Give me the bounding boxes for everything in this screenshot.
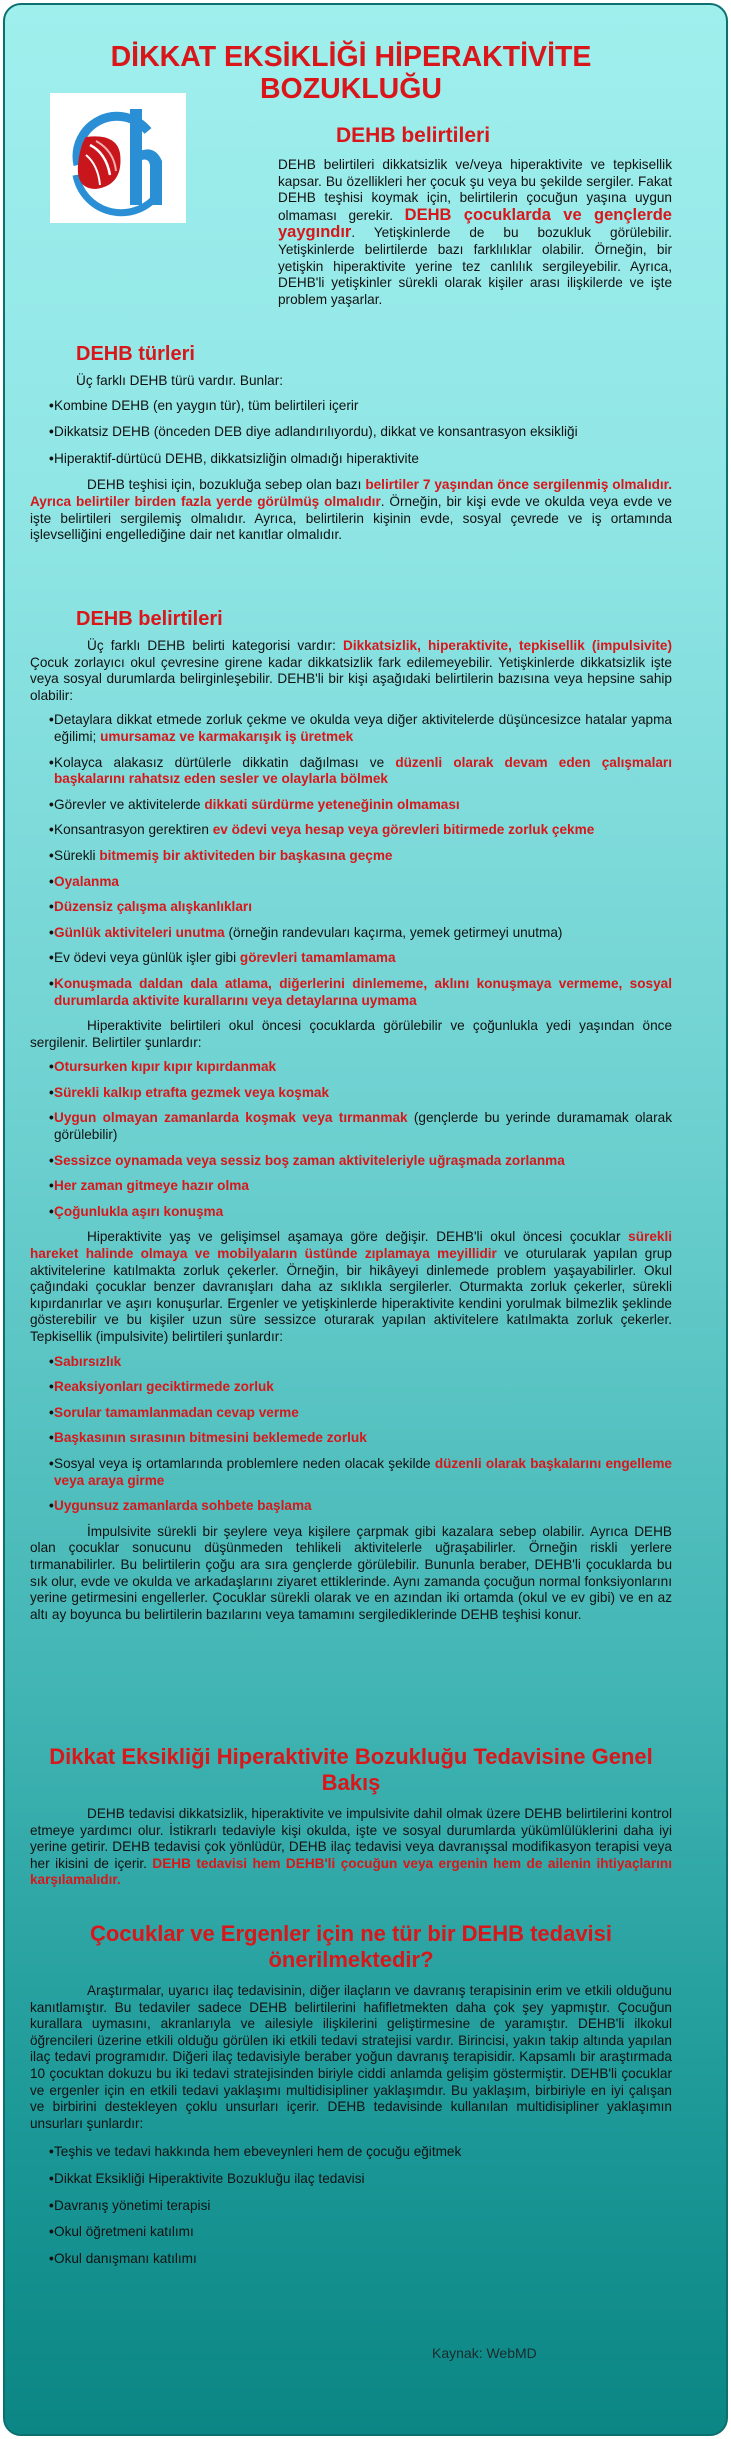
list-item: • Uygunsuz zamanlarda sohbete başlama bbox=[30, 1498, 672, 1515]
list-item: • Düzensiz çalışma alışkanlıkları bbox=[30, 899, 672, 916]
source-credit: Kaynak: WebMD bbox=[432, 2345, 537, 2361]
list-item: • Reaksiyonları geciktirmede zorluk bbox=[30, 1379, 672, 1396]
section-heading: DEHB belirtileri bbox=[76, 608, 223, 630]
list-item: • Okul danışmanı katılımı bbox=[30, 2251, 672, 2268]
section-heading: DEHB belirtileri bbox=[336, 124, 491, 147]
list-item: • Çoğunlukla aşırı konuşma bbox=[30, 1204, 672, 1221]
list-item: • Sorular tamamlanmadan cevap verme bbox=[30, 1405, 672, 1422]
list-item: • Sessizce oynamada veya sessiz boş zaman aktiviteleriyle uğraşmada zorlanma bbox=[30, 1153, 672, 1170]
list-item: • Teşhis ve tedavi hakkında hem ebeveynleri hem de çocuğu eğitmek bbox=[30, 2144, 672, 2161]
paragraph: DEHB belirtileri dikkatsizlik ve/veya hiperaktivite ve tepkisellik kapsar. Bu özellikleri her çocuk şu veya bu şekilde sergiler. Fakat DEHB teşhisi koymak için, belirtilerin çocuğun yaşına uygun olmaması gerekir. DEHB çocuklarda ve gençlerde yaygındır. Yetişkinlerde de bu bozukluk görülebilir. Yetişkinlerde belirtilerde bazı farklılıklar olabilir. Örneğin, bir yetişkin hiperaktivite yerine tez canlılık sergileyebilir. Ayrıca, DEHB'li yetişkinler sürekli olarak kişiler arası ilişkilerde ve işte problem yaşarlar. bbox=[278, 157, 672, 307]
paragraph: Hiperaktivite yaş ve gelişimsel aşamaya göre değişir. DEHB'li okul öncesi çocuklar sürekli hareket halinde olmaya ve mobilyaların üstünde zıplamaya meyillidir ve oturularak yapılan grup aktivitelerine katılmakta zorluk çekerler. Örneğin, bir hikâyeyi dinlemede problem yaşayabilirler. Okul çağındaki çocuklar benzer davranışları daha az sıklıkla sergilerler. Oturmakta zorluk çekerler, sürekli kıpırdanırlar ve aşırı konuşurlar. Ergenler ve yetişkinlerde hiperaktivite kendini yorulmak bilmezlik şeklinde gösterebilir ve bu kişiler uzun süre sessizce oturarak yapılan aktivitelere katılmakta zorluk çekerler. Tepkisellik (impulsivite) belirtileri şunlardır: bbox=[30, 1229, 672, 1344]
list-item: • Hiperaktif-dürtücü DEHB, dikkatsizliğin olmadığı hiperaktivite bbox=[30, 451, 672, 468]
page-title: DİKKAT EKSİKLİĞİ HİPERAKTİVİTE BOZUKLUĞU bbox=[110, 41, 592, 105]
list-item: • Kolayca alakasız dürtülerle dikkatin dağılması ve düzenli olarak devam eden çalışmaları başkalarını rahatsız eden sesler ve olaylarla bölmek bbox=[30, 755, 672, 788]
section-heading: Çocuklar ve Ergenler için ne tür bir DEHB tedavisi önerilmektedir? bbox=[89, 1921, 613, 1972]
inattention-list bbox=[30, 712, 672, 1009]
page-panel bbox=[3, 3, 728, 2436]
list-item: • Detaylara dikkat etmede zorluk çekme ve okulda veya diğer aktivitelerde düşüncesizce hatalar yapma eğilimi; umursamaz ve karmakarışık iş üretmek bbox=[30, 712, 672, 745]
list-item: • Oyalanma bbox=[30, 874, 672, 891]
list-item: • Her zaman gitmeye hazır olma bbox=[30, 1178, 672, 1195]
paragraph: Hiperaktivite belirtileri okul öncesi çocuklarda görülebilir ve çoğunlukla yedi yaşından önce sergilenir. Belirtiler şunlardır: bbox=[30, 1018, 672, 1050]
list-item: • Otursurken kıpır kıpır kıpırdanmak bbox=[30, 1059, 672, 1076]
section-heading: Dikkat Eksikliği Hiperaktivite Bozukluğu Tedavisine Genel Bakış bbox=[49, 1744, 653, 1795]
section-tedavi-genel bbox=[30, 1744, 672, 1889]
paragraph: Üç farklı DEHB türü vardır. Bunlar: bbox=[76, 373, 283, 388]
list-item: • Dikkatsiz DEHB (önceden DEB diye adlandırılıyordu), dikkat ve konsantrasyon eksikliği bbox=[30, 424, 672, 441]
section-heading: DEHB türleri bbox=[76, 343, 195, 365]
list-item: • Konuşmada daldan dala atlama, diğerlerini dinlememe, aklını konuşmaya vermeme, sosyal durumlarda aktivite kurallarını veya detaylarına uymama bbox=[30, 976, 672, 1009]
list-item: • Sabırsızlık bbox=[30, 1354, 672, 1371]
list-item: • Uygun olmayan zamanlarda koşmak veya tırmanmak (gençlerde bu yerinde duramamak olarak görülebilir) bbox=[30, 1110, 672, 1143]
list-item: • Sosyal veya iş ortamlarında problemlere neden olacak şekilde düzenli olarak başkalarını engelleme veya araya girme bbox=[30, 1456, 672, 1489]
section-turler bbox=[30, 341, 672, 544]
list-item: • Okul öğretmeni katılımı bbox=[30, 2224, 672, 2241]
section-belirti-kategorileri bbox=[30, 606, 672, 1623]
impulsivity-list bbox=[30, 1354, 672, 1515]
section-belirtiler bbox=[30, 123, 672, 308]
paragraph: DEHB teşhisi için, bozukluğa sebep olan bazı belirtiler 7 yaşından önce sergilenmiş olmalıdır. Ayrıca belirtiler birden fazla yerde görülmüş olmalıdır. Örneğin, bir kişi evde ve okulda veya evde ve işte belirtileri sergilemiş olmalıdır. Ayrıca, belirtilerin kişinin evde, sosyal çevrede ve iş ortamında işlevselliğini engellediğine dair net kanıtlar olmalıdır. bbox=[30, 477, 672, 543]
list-item: • Sürekli bitmemiş bir aktiviteden bir başkasına geçme bbox=[30, 848, 672, 865]
type-list bbox=[30, 398, 672, 468]
list-item: • Konsantrasyon gerektiren ev ödevi veya hesap veya görevleri bitirmede zorluk çekme bbox=[30, 822, 672, 839]
list-item: • Sürekli kalkıp etrafta gezmek veya koşmak bbox=[30, 1085, 672, 1102]
paragraph: DEHB tedavisi dikkatsizlik, hiperaktivite ve impulsivite dahil olmak üzere DEHB belirtilerini kontrol etmeye yardımcı olur. İstikrarlı tedaviyle kişi okulda, işte ve sosyal durumlarda yükümlülüklerini daha iyi yerine getirir. DEHB tedavisi çok yönlüdür, DEHB ilaç tedavisi veya davranışsal modifikasyon terapisi veya her ikisini de içerir. DEHB tedavisi hem DEHB'li çocuğun veya ergenin hem de ailenin ihtiyaçlarını karşılamalıdır. bbox=[30, 1806, 672, 1888]
list-item: • Başkasının sırasının bitmesini beklemede zorluk bbox=[30, 1430, 672, 1447]
list-item: • Kombine DEHB (en yaygın tür), tüm belirtileri içerir bbox=[30, 398, 672, 415]
list-item: • Görevler ve aktivitelerde dikkati sürdürme yeteneğinin olmaması bbox=[30, 797, 672, 814]
list-item: • Davranış yönetimi terapisi bbox=[30, 2198, 672, 2215]
treatment-list bbox=[30, 2144, 672, 2267]
section-tedavi-onerileri bbox=[30, 1921, 672, 2277]
list-item: • Dikkat Eksikliği Hiperaktivite Bozukluğu ilaç tedavisi bbox=[30, 2171, 672, 2188]
paragraph: Araştırmalar, uyarıcı ilaç tedavisinin, diğer ilaçların ve davranış terapisinin erim ve etkili olduğunu kanıtlamıştır. Bu tedaviler sadece DEHB belirtilerini hafifletmekten daha çok şey yapmıştır. Çocuğun kurallara uymasını, akranlarıyla ve ailesiyle ilişkilerini geliştirmesine de yaramıştır. DEHB'li ilkokul öğrencileri üzerine etkili olduğu görülen iki etkili tedavi stratejisi vardır. Birincisi, yakın takip altında yapılan ilaç tedavi programıdır. Diğeri ilaç tedavisiyle beraber yoğun davranış terapisidir. Kapsamlı bir araştırmada 10 çocuktan dokuzu bu iki tedavi stratejisinden biriyle ciddi anlamda gelişim göstermiştir. DEHB'li çocuklar ve ergenler için en etkili tedavi yaklaşımı multidisipliner yaklaşımdır. Bu yaklaşım, birbiriyle en iyi çalışan ve birbirini destekleyen çoklu unsurları içerir. DEHB tedavisinde kullanılan multidisipliner yaklaşımın unsurları şunlardır: bbox=[30, 1983, 672, 2131]
hyperactivity-list bbox=[30, 1059, 672, 1220]
paragraph: İmpulsivite sürekli bir şeylere veya kişilere çarpmak gibi kazalara sebep olabilir. Ayrıca DEHB olan çocuklar sonucunu düşünmeden tehlikeli aktivitelerle uğraşabilirler. Örneğin riskli yerlere tırmanabilirler. Bu belirtilerin çoğu ara sıra gençlerde görülebilir. Bununla beraber, DEHB'li çocuklarda bu sık olur, evde ve okulda ve arkadaşlarını ziyaret ettiklerinde. Aynı zamanda çocuğun normal fonksiyonlarını yerine getirmesini engellerler. Çocuklar sürekli olarak ve en azından iki ortamda (okul ve ev gibi) ve en az altı ay boyunca bu belirtilerin bazılarını veya tamamını sergilediklerinde DEHB teşhisi konur. bbox=[30, 1523, 672, 1622]
list-item: • Ev ödevi veya günlük işler gibi görevleri tamamlamama bbox=[30, 950, 672, 967]
list-item: • Günlük aktiviteleri unutma (örneğin randevuları kaçırma, yemek getirmeyi unutma) bbox=[30, 925, 672, 942]
paragraph: Üç farklı DEHB belirti kategorisi vardır: Dikkatsizlik, hiperaktivite, tepkisellik (impulsivite) Çocuk zorlayıcı okul çevresine girene kadar dikkatsizlik fark edilemeyebilir. Yetişkinlerde dikkatsizlik işte veya sosyal durumlarda belirginleşebilir. DEHB'li bir kişi aşağıdaki belirtilerin bazısına veya hepsine sahip olabilir: bbox=[30, 638, 672, 703]
